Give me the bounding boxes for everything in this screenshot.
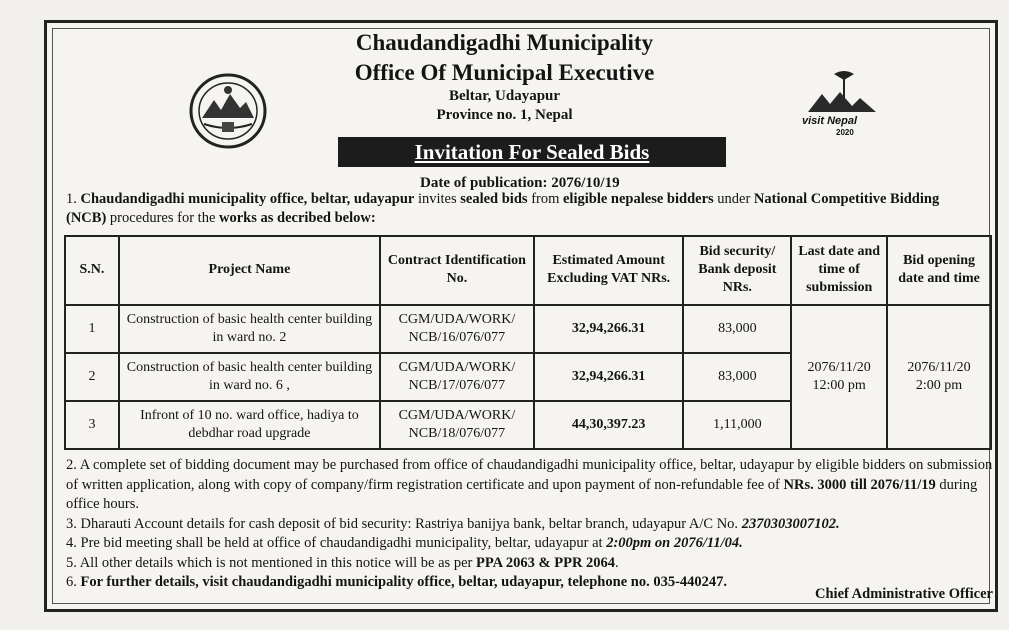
col-header-opening: Bid opening date and time xyxy=(887,236,991,305)
intro-office: Chaudandigadhi municipality office, beltar, udayapur xyxy=(80,191,415,207)
note-4-text: 4. Pre bid meeting shall be held at office of chaudandigadhi municipality, beltar, udayapur at xyxy=(66,535,607,551)
note-3-text: 3. Dharauti Account details for cash deposit of bid security: Rastriya banijya bank, beltar branch, udayapur A/C No. xyxy=(66,515,742,532)
province-line: Province no. 1, Nepal xyxy=(436,107,573,123)
note-2 xyxy=(66,456,996,515)
submission-date: 2076/11/20 xyxy=(807,359,871,375)
notice-notes xyxy=(66,456,996,593)
col-header-submission: Last date and time of submission xyxy=(791,236,887,305)
col-header-contract: Contract Identification No. xyxy=(380,236,534,305)
row-project: Infront of 10 no. ward office, hadiya to debdhar road upgrade xyxy=(119,401,380,449)
row-project: Construction of basic health center building in ward no. 2 xyxy=(119,305,380,353)
note-5-rules: PPA 2063 & PPR 2064 xyxy=(475,554,616,571)
bids-table xyxy=(64,235,992,450)
note-5-end: . xyxy=(615,554,619,571)
intro-text: under xyxy=(713,191,754,207)
note-3-account: 2370303007102. xyxy=(741,515,840,532)
intro-paragraph xyxy=(66,190,966,228)
submission-time: 12:00 pm xyxy=(812,377,866,393)
col-header-amount: Estimated Amount Excluding VAT NRs. xyxy=(534,236,684,305)
intro-text: procedures for the xyxy=(106,210,220,226)
col-header-project: Project Name xyxy=(119,236,380,305)
row-security: 83,000 xyxy=(683,305,791,353)
row-contract: CGM/UDA/WORK/ NCB/18/076/077 xyxy=(380,401,534,449)
intro-ncb: National Competitive Bidding (NCB) xyxy=(66,191,940,226)
notice-title: Invitation For Sealed Bids xyxy=(414,140,650,164)
intro-works: works as decribed below: xyxy=(219,210,376,226)
office-name: Office Of Municipal Executive xyxy=(354,60,655,85)
note-4-time: 2:00pm on 2076/11/04. xyxy=(606,535,743,551)
table-header-row xyxy=(65,236,991,305)
note-4 xyxy=(66,534,996,554)
office-address: Beltar, Udayapur xyxy=(448,88,561,104)
opening-datetime xyxy=(887,305,991,449)
col-header-security: Bid security/ Bank deposit NRs. xyxy=(683,236,791,305)
submission-datetime xyxy=(791,305,887,449)
publication-value: 2076/10/19 xyxy=(551,175,620,191)
row-sn: 3 xyxy=(65,401,119,449)
note-5 xyxy=(66,554,996,574)
row-amount: 32,94,266.31 xyxy=(534,353,684,401)
intro-number: 1. xyxy=(66,191,77,207)
table-row xyxy=(65,305,991,353)
note-3 xyxy=(66,515,996,535)
row-amount: 44,30,397.23 xyxy=(534,401,684,449)
opening-time: 2:00 pm xyxy=(915,377,963,393)
note-6-number: 6. xyxy=(66,574,81,590)
row-project: Construction of basic health center building in ward no. 6 , xyxy=(119,353,380,401)
intro-text: invites xyxy=(414,191,461,207)
publication-label: Date of publication: xyxy=(420,175,548,191)
notice-title-banner xyxy=(338,137,726,167)
note-5-text: 5. All other details which is not mentioned in this notice will be as per xyxy=(66,554,476,571)
row-sn: 1 xyxy=(65,305,119,353)
intro-text: from xyxy=(527,191,563,207)
intro-bidders: eligible nepalese bidders xyxy=(563,191,714,207)
opening-date: 2076/11/20 xyxy=(907,359,971,375)
intro-sealed-bids: sealed bids xyxy=(460,191,528,207)
row-security: 1,11,000 xyxy=(683,401,791,449)
municipality-name: Chaudandigadhi Municipality xyxy=(355,30,654,55)
row-amount: 32,94,266.31 xyxy=(534,305,684,353)
visit-nepal-text: visit Nepal xyxy=(802,115,858,127)
visit-nepal-year: 2020 xyxy=(836,128,854,137)
col-header-sn: S.N. xyxy=(65,236,119,305)
signature: Chief Administrative Officer xyxy=(815,586,993,602)
row-contract: CGM/UDA/WORK/ NCB/16/076/077 xyxy=(380,305,534,353)
row-sn: 2 xyxy=(65,353,119,401)
row-contract: CGM/UDA/WORK/ NCB/17/076/077 xyxy=(380,353,534,401)
note-6-contact: For further details, visit chaudandigadhi municipality office, beltar, udayapur, telephone no. 035-440247. xyxy=(80,574,728,590)
note-2-text: 2. A complete set of bidding document may be purchased from office of chaudandigadhi municipality office, beltar, udayapur by eligible bidders on submission of written application, along with copy of company/firm registration certificate and upon payment of non-refundable fee of xyxy=(66,457,993,493)
note-2-fee: NRs. 3000 till 2076/11/19 xyxy=(783,476,936,493)
row-security: 83,000 xyxy=(683,353,791,401)
note-2-end: during office hours. xyxy=(66,476,978,512)
